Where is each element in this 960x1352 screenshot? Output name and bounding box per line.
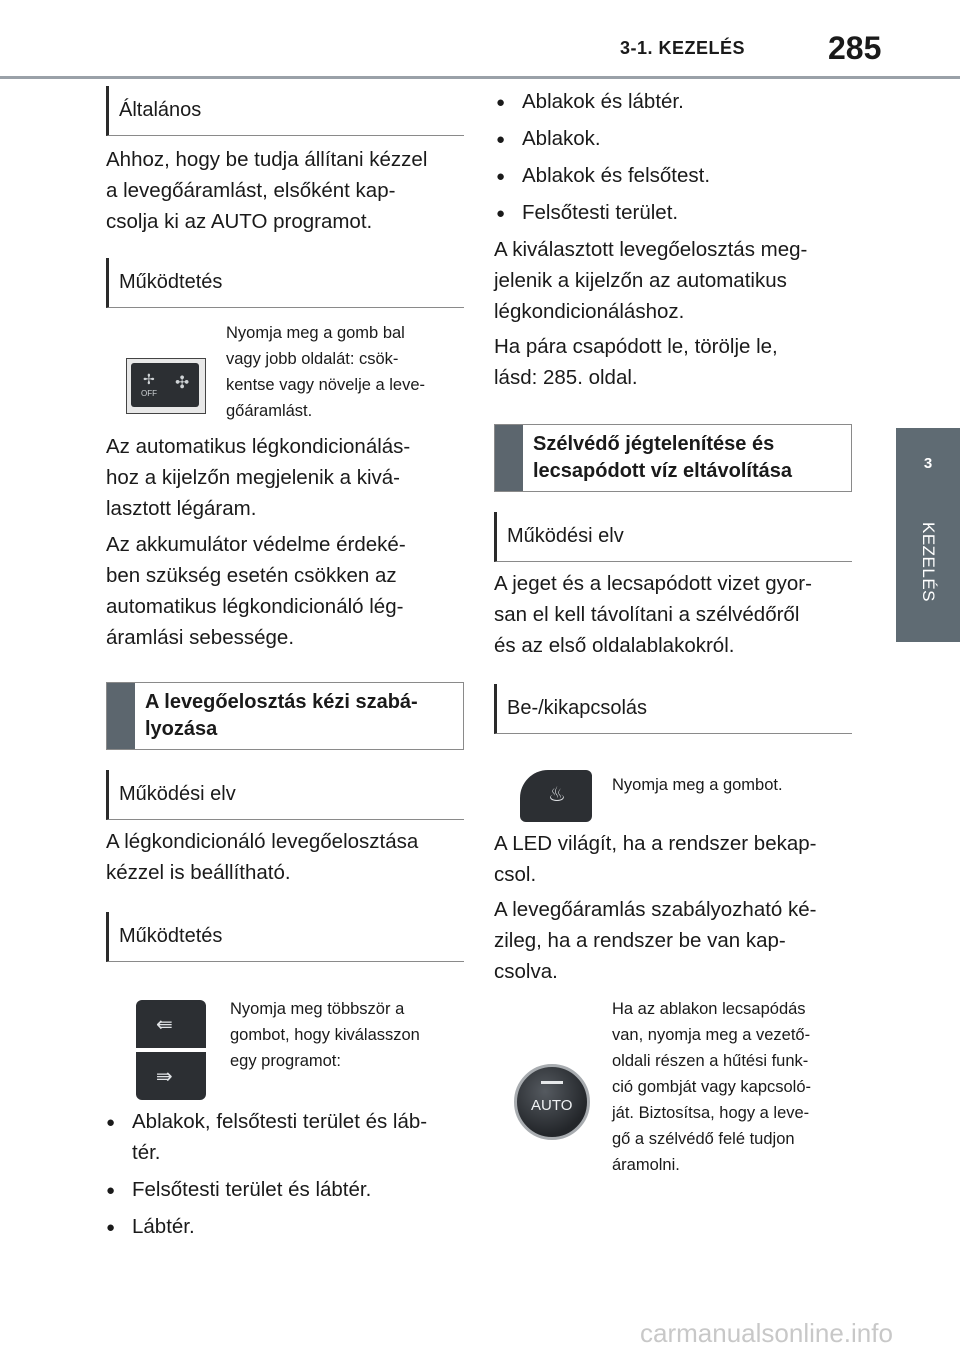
line: Az akkumulátor védelme érdeké- <box>106 533 406 556</box>
heading-bar <box>107 683 135 749</box>
section-title: 3-1. KEZELÉS <box>620 38 746 58</box>
bullet-item <box>106 1174 502 1205</box>
paragraph-altalanos <box>106 144 476 237</box>
line: lecsapódott víz eltávolítása <box>533 460 792 482</box>
line: ● Felsőtesti terület és lábtér. <box>132 1178 372 1201</box>
line: van, nyomja meg a vezető- <box>612 1026 811 1044</box>
line: Ha pára csapódott le, törölje le, <box>494 335 778 358</box>
line: csolva. <box>494 960 558 983</box>
heading-mukodtetes-2 <box>106 912 464 962</box>
paragraph-akkumulator <box>106 529 476 653</box>
line: A levegőáramlás szabályozható ké- <box>494 898 817 921</box>
bullet-item <box>496 160 892 191</box>
heading-text: Általános <box>119 99 202 121</box>
line: kentse vagy növelje a leve- <box>226 376 426 394</box>
line: Nyomja meg a gomb bal <box>226 324 405 342</box>
airflow-footwell-icon: ⇛ <box>156 1066 173 1088</box>
defrost-button-image <box>520 770 592 822</box>
line: automatikus légkondicionáló lég- <box>106 595 404 618</box>
line: gő a szélvédő felé tudjon <box>612 1130 795 1148</box>
line: ● Lábtér. <box>132 1215 195 1238</box>
fan-off-label: OFF <box>141 389 157 398</box>
line: gombot, hogy kiválasszon <box>230 1026 420 1044</box>
line: Nyomja meg a gombot. <box>612 776 783 794</box>
fan-small-icon: ✢ <box>143 371 155 387</box>
bullet-item <box>496 123 892 154</box>
line: ját. Biztosítsa, hogy a leve- <box>612 1104 810 1122</box>
paragraph-mukodesi-1 <box>106 826 476 888</box>
chapter-label: KEZELÉS <box>919 521 938 603</box>
line: ● Ablakok, felsőtesti terület és láb- <box>132 1110 428 1133</box>
caption-fan-button <box>226 320 466 424</box>
line: oldali részen a hűtési funk- <box>612 1052 809 1070</box>
page-number: 285 <box>828 30 882 66</box>
line: vagy jobb oldalát: csök- <box>226 350 399 368</box>
chapter-number-tab <box>896 428 960 498</box>
line: jelenik a kijelzőn az automatikus <box>494 269 787 292</box>
caption-defrost-button <box>612 772 852 798</box>
fan-large-icon: ✣ <box>175 373 190 392</box>
line: csol. <box>494 863 537 886</box>
line: ● Felsőtesti terület. <box>522 201 679 224</box>
auto-led-indicator <box>541 1081 563 1084</box>
line: zileg, ha a rendszer be van kap- <box>494 929 786 952</box>
paragraph-auto-display <box>106 431 476 524</box>
line: ció gombját vagy kapcsoló- <box>612 1078 812 1096</box>
airflow-windows-icon: ⇚ <box>156 1014 173 1036</box>
line: ● Ablakok és felsőtest. <box>522 164 711 187</box>
line: ● Ablakok és lábtér. <box>522 90 684 113</box>
heading-text: Működtetés <box>119 925 223 947</box>
heading-be-kikapcsolas <box>494 684 852 734</box>
windshield-defrost-icon: ♨ <box>548 784 566 806</box>
heading-altalanos <box>106 86 464 136</box>
line: egy programot: <box>230 1052 341 1070</box>
chapter-label-tab <box>896 498 960 642</box>
bullet-item <box>106 1106 502 1168</box>
line: A jeget és a lecsapódott vizet gyor- <box>494 572 812 595</box>
bullet-item <box>496 86 892 117</box>
paragraph-led <box>494 828 864 890</box>
heading-mukodtetes-1 <box>106 258 464 308</box>
chapter-number: 3 <box>923 454 933 472</box>
heading-text: Működtetés <box>119 271 223 293</box>
auto-button-label: AUTO <box>531 1097 573 1114</box>
line: kézzel is beállítható. <box>106 861 291 884</box>
air-distribution-buttons-image <box>136 1000 206 1100</box>
line: ● Ablakok. <box>522 127 601 150</box>
upper-airflow-button <box>136 1000 206 1048</box>
heading-levegoelosztas <box>106 682 464 750</box>
caption-airflow-buttons <box>230 996 470 1074</box>
line: A légkondicionáló levegőelosztása <box>106 830 419 853</box>
bullet-item <box>106 1211 502 1242</box>
line: A kiválasztott levegőelosztás meg- <box>494 238 808 261</box>
line: Szélvédő jégtelenítése és <box>533 433 775 455</box>
paragraph-para <box>494 331 864 393</box>
watermark: carmanualsonline.info <box>640 1318 893 1348</box>
heading-mukodesi-elv-1 <box>106 770 464 820</box>
line: A levegőelosztás kézi szabá- <box>145 691 418 713</box>
line: ben szükség esetén csökken az <box>106 564 397 587</box>
line: lyozása <box>145 718 218 740</box>
bullet-item <box>496 197 892 228</box>
line: hoz a kijelzőn megjelenik a kivá- <box>106 466 400 489</box>
line: áramolni. <box>612 1156 680 1174</box>
line: san el kell távolítani a szélvédőről <box>494 603 800 626</box>
heading-mukodesi-elv-2 <box>494 512 852 562</box>
fan-button-image <box>126 358 206 414</box>
line: A LED világít, ha a rendszer bekap- <box>494 832 817 855</box>
line: a levegőáramlást, elsőként kap- <box>106 179 396 202</box>
line: lasztott légáram. <box>106 497 257 520</box>
paragraph-jeget <box>494 568 864 661</box>
line: Ahhoz, hogy be tudja állítani kézzel <box>106 148 428 171</box>
heading-text <box>523 425 802 491</box>
line: csolja ki az AUTO programot. <box>106 210 373 233</box>
header-divider <box>0 76 960 79</box>
line: és az első oldalablakokról. <box>494 634 735 657</box>
line: Az automatikus légkondicionálás- <box>106 435 411 458</box>
caption-auto-button <box>612 996 862 1178</box>
heading-text: Működési elv <box>119 783 236 805</box>
auto-button-image <box>514 1064 590 1140</box>
line: Nyomja meg többször a <box>230 1000 405 1018</box>
heading-text: Működési elv <box>507 525 624 547</box>
paragraph-levegoaramlas <box>494 894 864 987</box>
lower-airflow-button <box>136 1052 206 1100</box>
fan-button-body <box>131 363 199 407</box>
line: Ha az ablakon lecsapódás <box>612 1000 806 1018</box>
line: tér. <box>132 1141 161 1164</box>
heading-szelvedo <box>494 424 852 492</box>
heading-bar <box>495 425 523 491</box>
line: lásd: 285. oldal. <box>494 366 638 389</box>
line: áramlási sebessége. <box>106 626 295 649</box>
heading-text: Be-/kikapcsolás <box>507 697 648 719</box>
line: gőáramlást. <box>226 402 313 420</box>
line: légkondicionáláshoz. <box>494 300 685 323</box>
heading-text <box>135 683 428 749</box>
paragraph-kivalasztott <box>494 234 864 327</box>
